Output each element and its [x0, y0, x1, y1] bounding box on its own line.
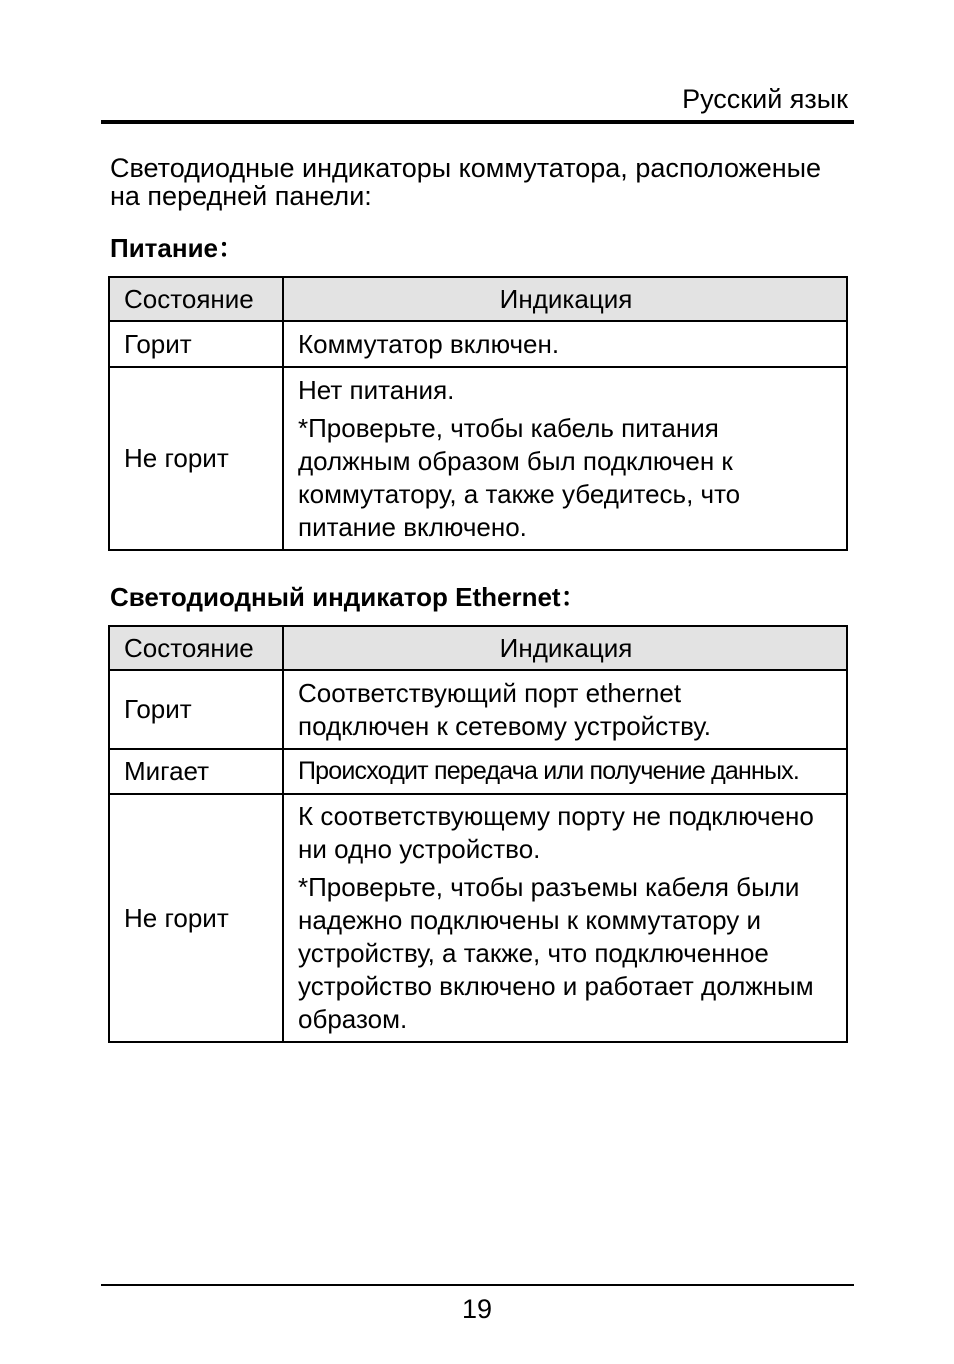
state-cell: Не горит: [109, 794, 283, 1042]
note-line: питание включено.: [298, 511, 527, 542]
header-indication: Индикация: [283, 277, 847, 321]
indication-cell: [283, 367, 847, 550]
state-cell: Горит: [109, 670, 283, 749]
ethernet-led-table: [108, 625, 848, 1043]
indication-text: Коммутатор включен.: [298, 328, 560, 359]
table-header-row: [109, 626, 847, 670]
indication-cell: [283, 749, 847, 794]
indication-note: [298, 871, 834, 1036]
table-row: [109, 321, 847, 367]
header-state: Состояние: [109, 277, 283, 321]
indication-line: подключен к сетевому устройству.: [298, 710, 711, 741]
header-language: Русский язык: [682, 84, 848, 114]
page-number: 19: [461, 1294, 493, 1324]
note-line: надежно подключены к коммутатору и: [298, 905, 762, 935]
indication-text: Нет питания.: [298, 374, 455, 405]
note-line: *Проверьте, чтобы разъемы кабеля были: [298, 872, 800, 902]
indication-note: [298, 412, 834, 544]
table-row: [109, 794, 847, 1042]
table-header-row: [109, 277, 847, 321]
power-section-title: [110, 232, 244, 264]
indication-cell: [283, 670, 847, 749]
header-indication: Индикация: [283, 626, 847, 670]
indication-cell: [283, 321, 847, 367]
note-line: должным образом был подключен к: [298, 445, 733, 476]
footer-divider: [101, 1284, 854, 1286]
note-line: устройству, а также, что подключенное: [298, 938, 769, 968]
power-led-table: [108, 276, 848, 551]
indication-cell: [283, 794, 847, 1042]
power-title-colon: ：: [218, 233, 245, 263]
table-row: [109, 749, 847, 794]
power-title-text: Питание: [110, 233, 219, 263]
indication-line: ни одно устройство.: [298, 834, 541, 864]
note-line: *Проверьте, чтобы кабель питания: [298, 412, 719, 443]
ethernet-title-text: Светодиодный индикатор Ethernet: [110, 582, 561, 612]
state-cell: Горит: [109, 321, 283, 367]
header-state: Состояние: [109, 626, 283, 670]
intro-line-2: на передней панели:: [110, 181, 372, 211]
intro-text: [110, 154, 860, 210]
ethernet-title-colon: ：: [560, 582, 587, 612]
intro-line-1: Светодиодные индикаторы коммутатора, расположеные: [110, 153, 822, 183]
indication-text: Происходит передача или получение данных.: [298, 757, 799, 785]
indication-line: Соответствующий порт ethernet: [298, 677, 682, 708]
note-line: образом.: [298, 1004, 408, 1034]
note-line: устройство включено и работает должным: [298, 971, 814, 1001]
table-row: [109, 367, 847, 550]
state-cell: Мигает: [109, 749, 283, 794]
note-line: коммутатору, а также убедитесь, что: [298, 478, 741, 509]
indication-line: К соответствующему порту не подключено: [298, 801, 814, 831]
indication-text: [298, 677, 834, 743]
indication-text: [298, 800, 834, 866]
table-row: [109, 670, 847, 749]
state-cell: Не горит: [109, 367, 283, 550]
ethernet-section-title: [110, 581, 587, 613]
header-divider: [101, 120, 854, 124]
